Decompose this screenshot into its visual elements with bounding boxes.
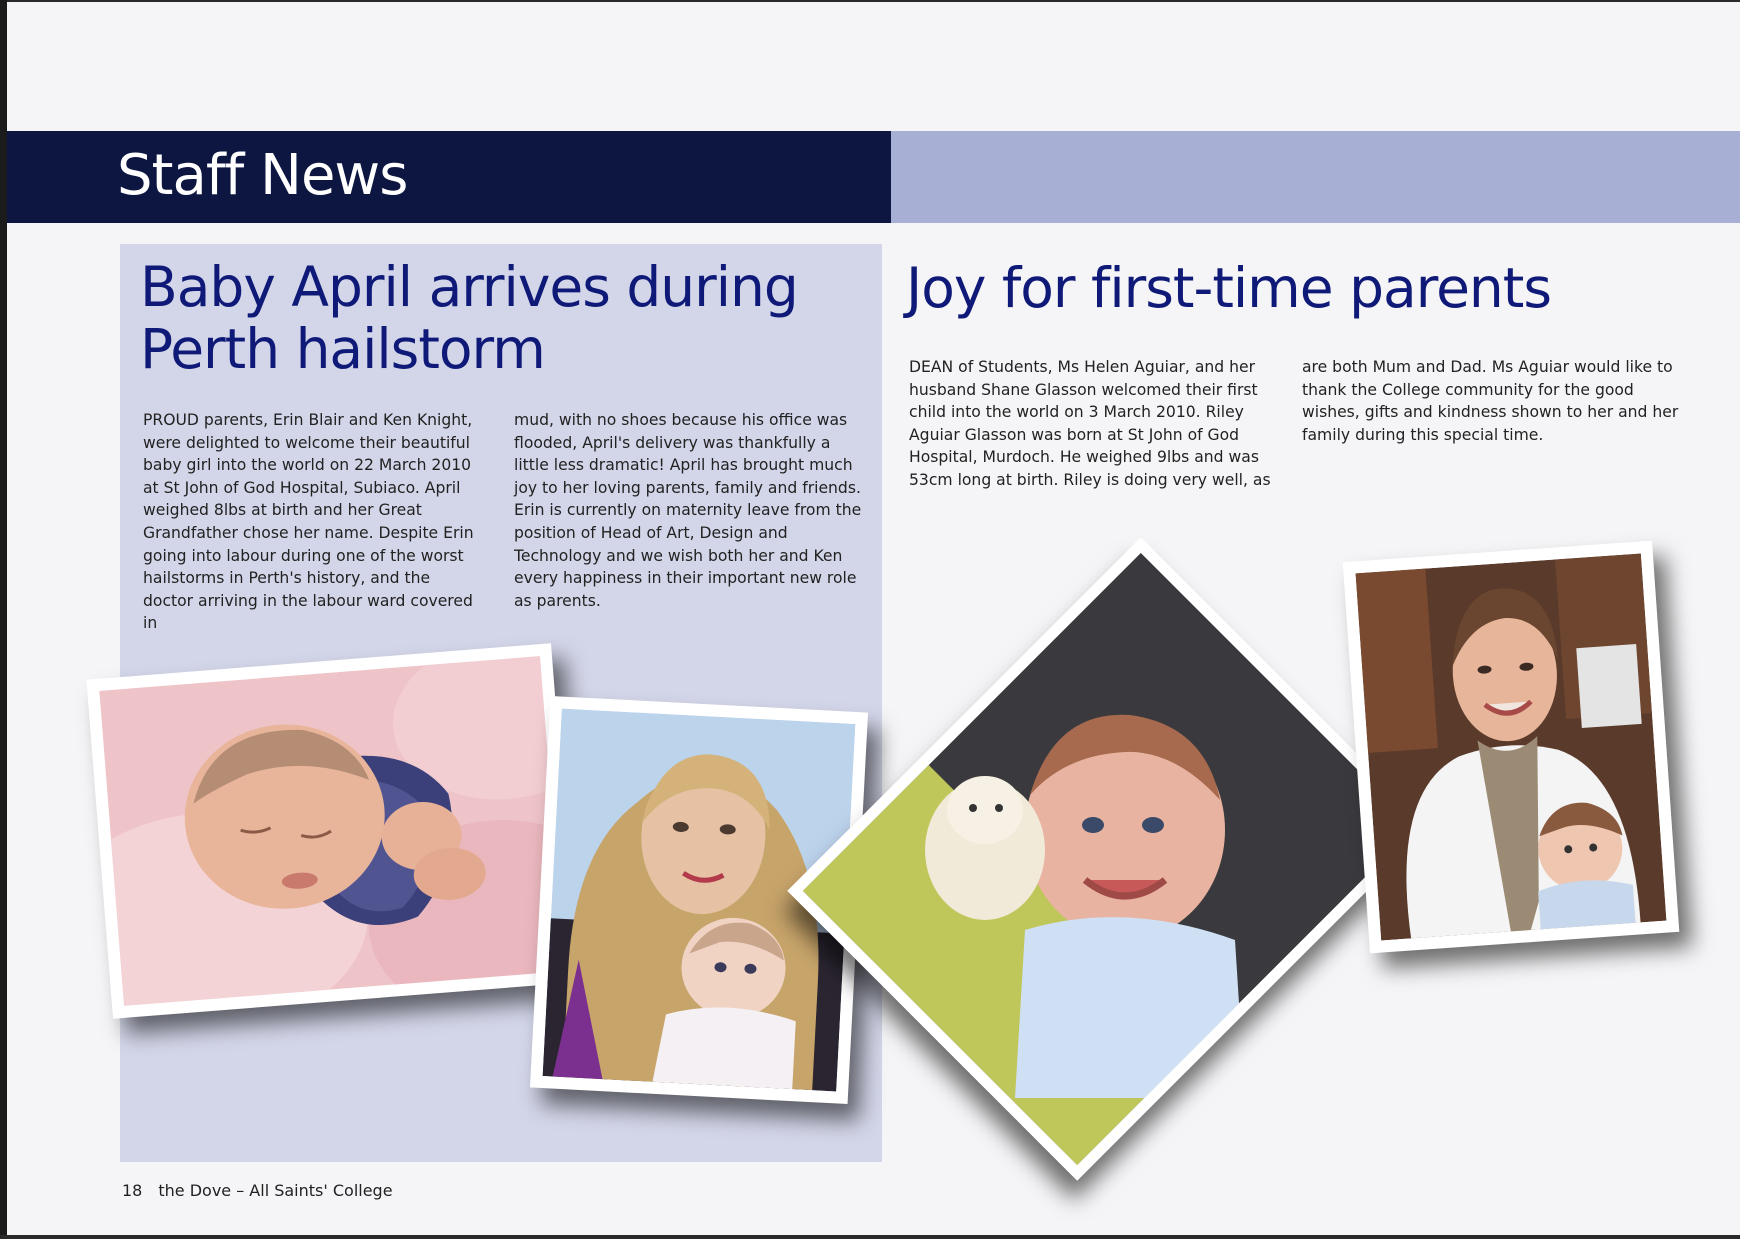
photo-baby-sleeping-image — [99, 656, 564, 1006]
publication-name: the Dove – All Saints' College — [158, 1181, 393, 1200]
article-right-column-1: DEAN of Students, Ms Helen Aguiar, and her husband Shane Glasson welcomed their first child into the world on 3 March 2010. Riley Aguiar Glasson was born at St John of God Hospital, Murdoch. He weighed 9lbs and was 53cm long at birth. Riley is doing very well, as — [909, 358, 1271, 489]
page-footer — [122, 1181, 393, 1200]
photo-baby-sleeping — [86, 643, 577, 1019]
headline-first-time-parents: Joy for first-time parents — [906, 256, 1552, 320]
article-right-column-2: are both Mum and Dad. Ms Aguiar would like to thank the College community for the good wishes, gifts and kindness shown to her and her family during this special time. — [1302, 358, 1679, 444]
article-left-column-1: PROUD parents, Erin Blair and Ken Knight, were delighted to welcome their beautiful baby girl into the world on 22 March 2010 at St John of God Hospital, Subiaco. April weighed 8lbs at birth and her Great Grandfather chose her name. Despite Erin going into labour during one of the worst hailstorms in Perth's history, and the doctor arriving in the labour ward covered in — [143, 411, 474, 633]
photo-smiling-baby-image — [803, 553, 1415, 1165]
photo-smiling-baby — [787, 537, 1430, 1180]
page-edge-top — [0, 0, 1740, 2]
headline-baby-april: Baby April arrives during Perth hailstorm — [140, 255, 798, 381]
section-banner-light — [891, 131, 1740, 223]
page-edge-bottom — [0, 1235, 1740, 1239]
article-left-column-2: mud, with no shoes because his office was flooded, April's delivery was thankfully a little less dramatic! April has brought much joy to her loving parents, family and friends. Erin is currently on maternity leave from the position of Head of Art, Design and Technology and we wish both her and Ken every happiness in their important new role as parents. — [514, 411, 862, 610]
page-edge-left — [0, 0, 7, 1239]
section-title: Staff News — [117, 143, 408, 208]
photo-mother-holding-riley — [1343, 541, 1680, 954]
page-number: 18 — [122, 1181, 143, 1200]
photo-mother-holding-riley-image — [1356, 553, 1667, 940]
